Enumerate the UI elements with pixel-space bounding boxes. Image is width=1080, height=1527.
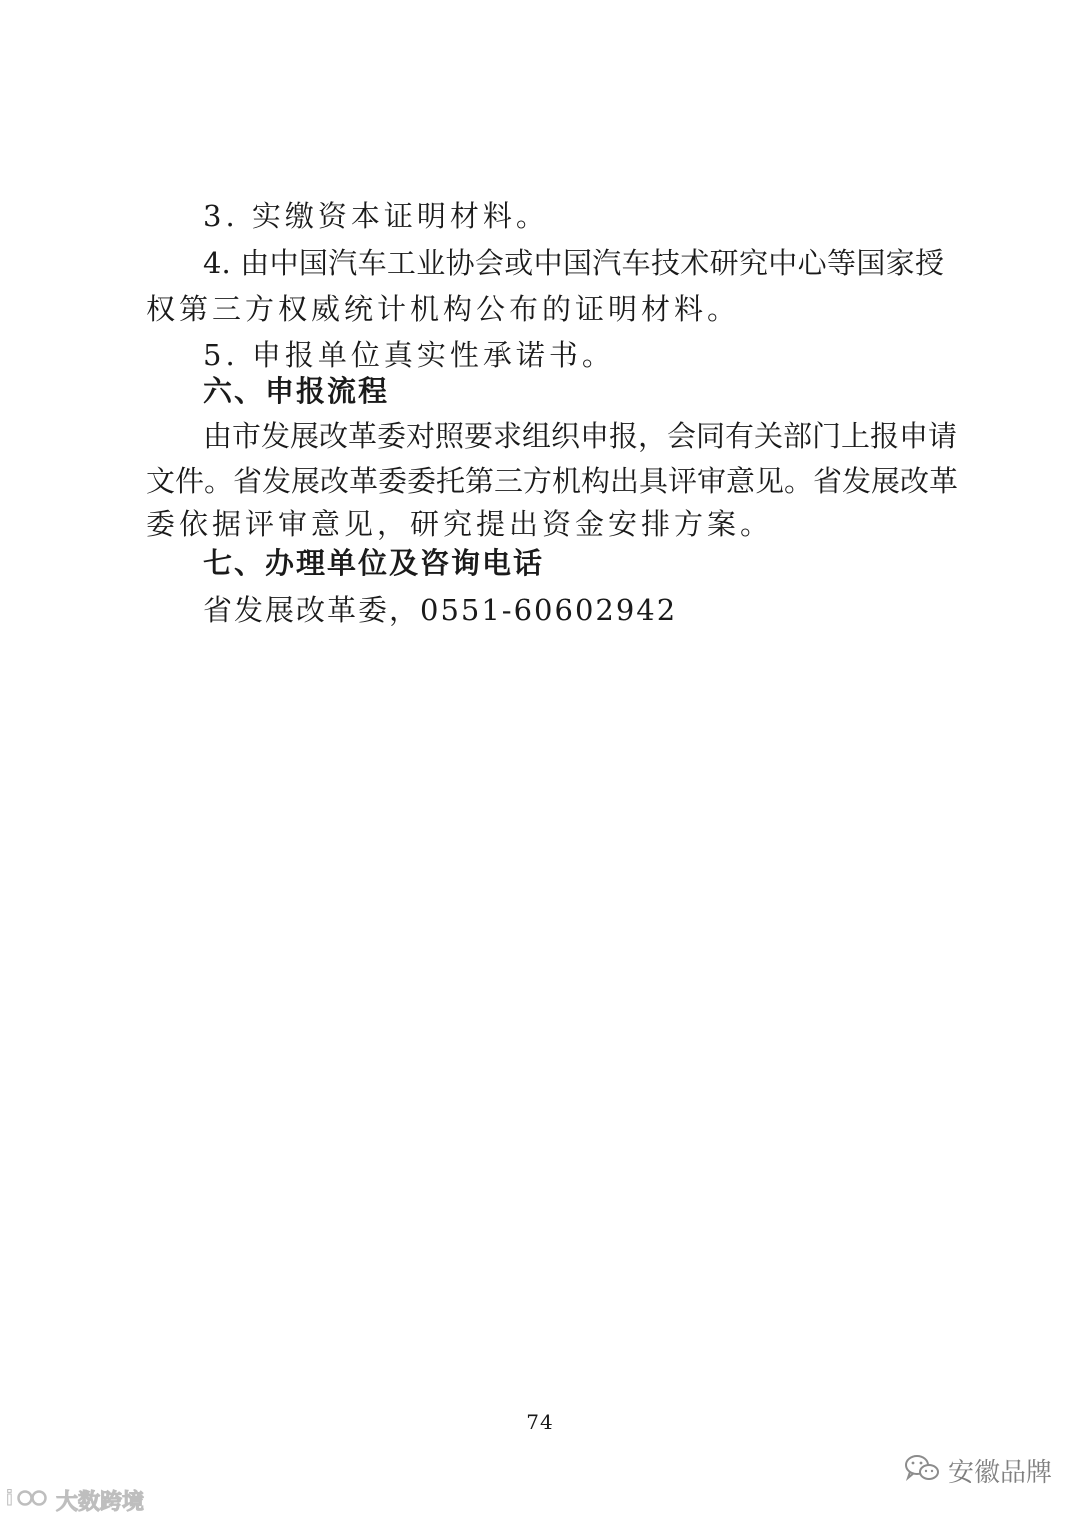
item-3: 3. 实缴资本证明材料。 (203, 199, 549, 233)
page-number: 74 (526, 1410, 554, 1434)
svg-text:i: i (6, 1486, 13, 1510)
watermark-left-text: 大数跨境 (56, 1489, 145, 1515)
wechat-icon (904, 1453, 940, 1487)
watermark-anhui-brand (904, 1452, 1052, 1488)
item-5: 5. 申报单位真实性承诺书。 (203, 338, 615, 372)
watermark-dashuju (6, 1483, 144, 1517)
section-6-line-1: 由市发展改革委对照要求组织申报，会同有关部门上报申请 (203, 419, 958, 453)
item-4-line-2: 权第三方权威统计机构公布的证明材料。 (146, 292, 741, 326)
section-7-contact: 省发展改革委，0551-60602942 (203, 593, 678, 627)
section-6-line-2: 文件。省发展改革委委托第三方机构出具评审意见。省发展改革 (146, 464, 959, 498)
item-4-line-1: 4. 由中国汽车工业协会或中国汽车技术研究中心等国家授 (203, 246, 944, 280)
dashuju-logo-icon (6, 1483, 50, 1517)
section-6-heading: 六、申报流程 (203, 374, 390, 408)
watermark-right-text: 安徽品牌 (947, 1457, 1052, 1488)
section-7-heading: 七、办理单位及咨询电话 (203, 546, 545, 580)
section-6-line-3: 委依据评审意见，研究提出资金安排方案。 (146, 507, 774, 541)
